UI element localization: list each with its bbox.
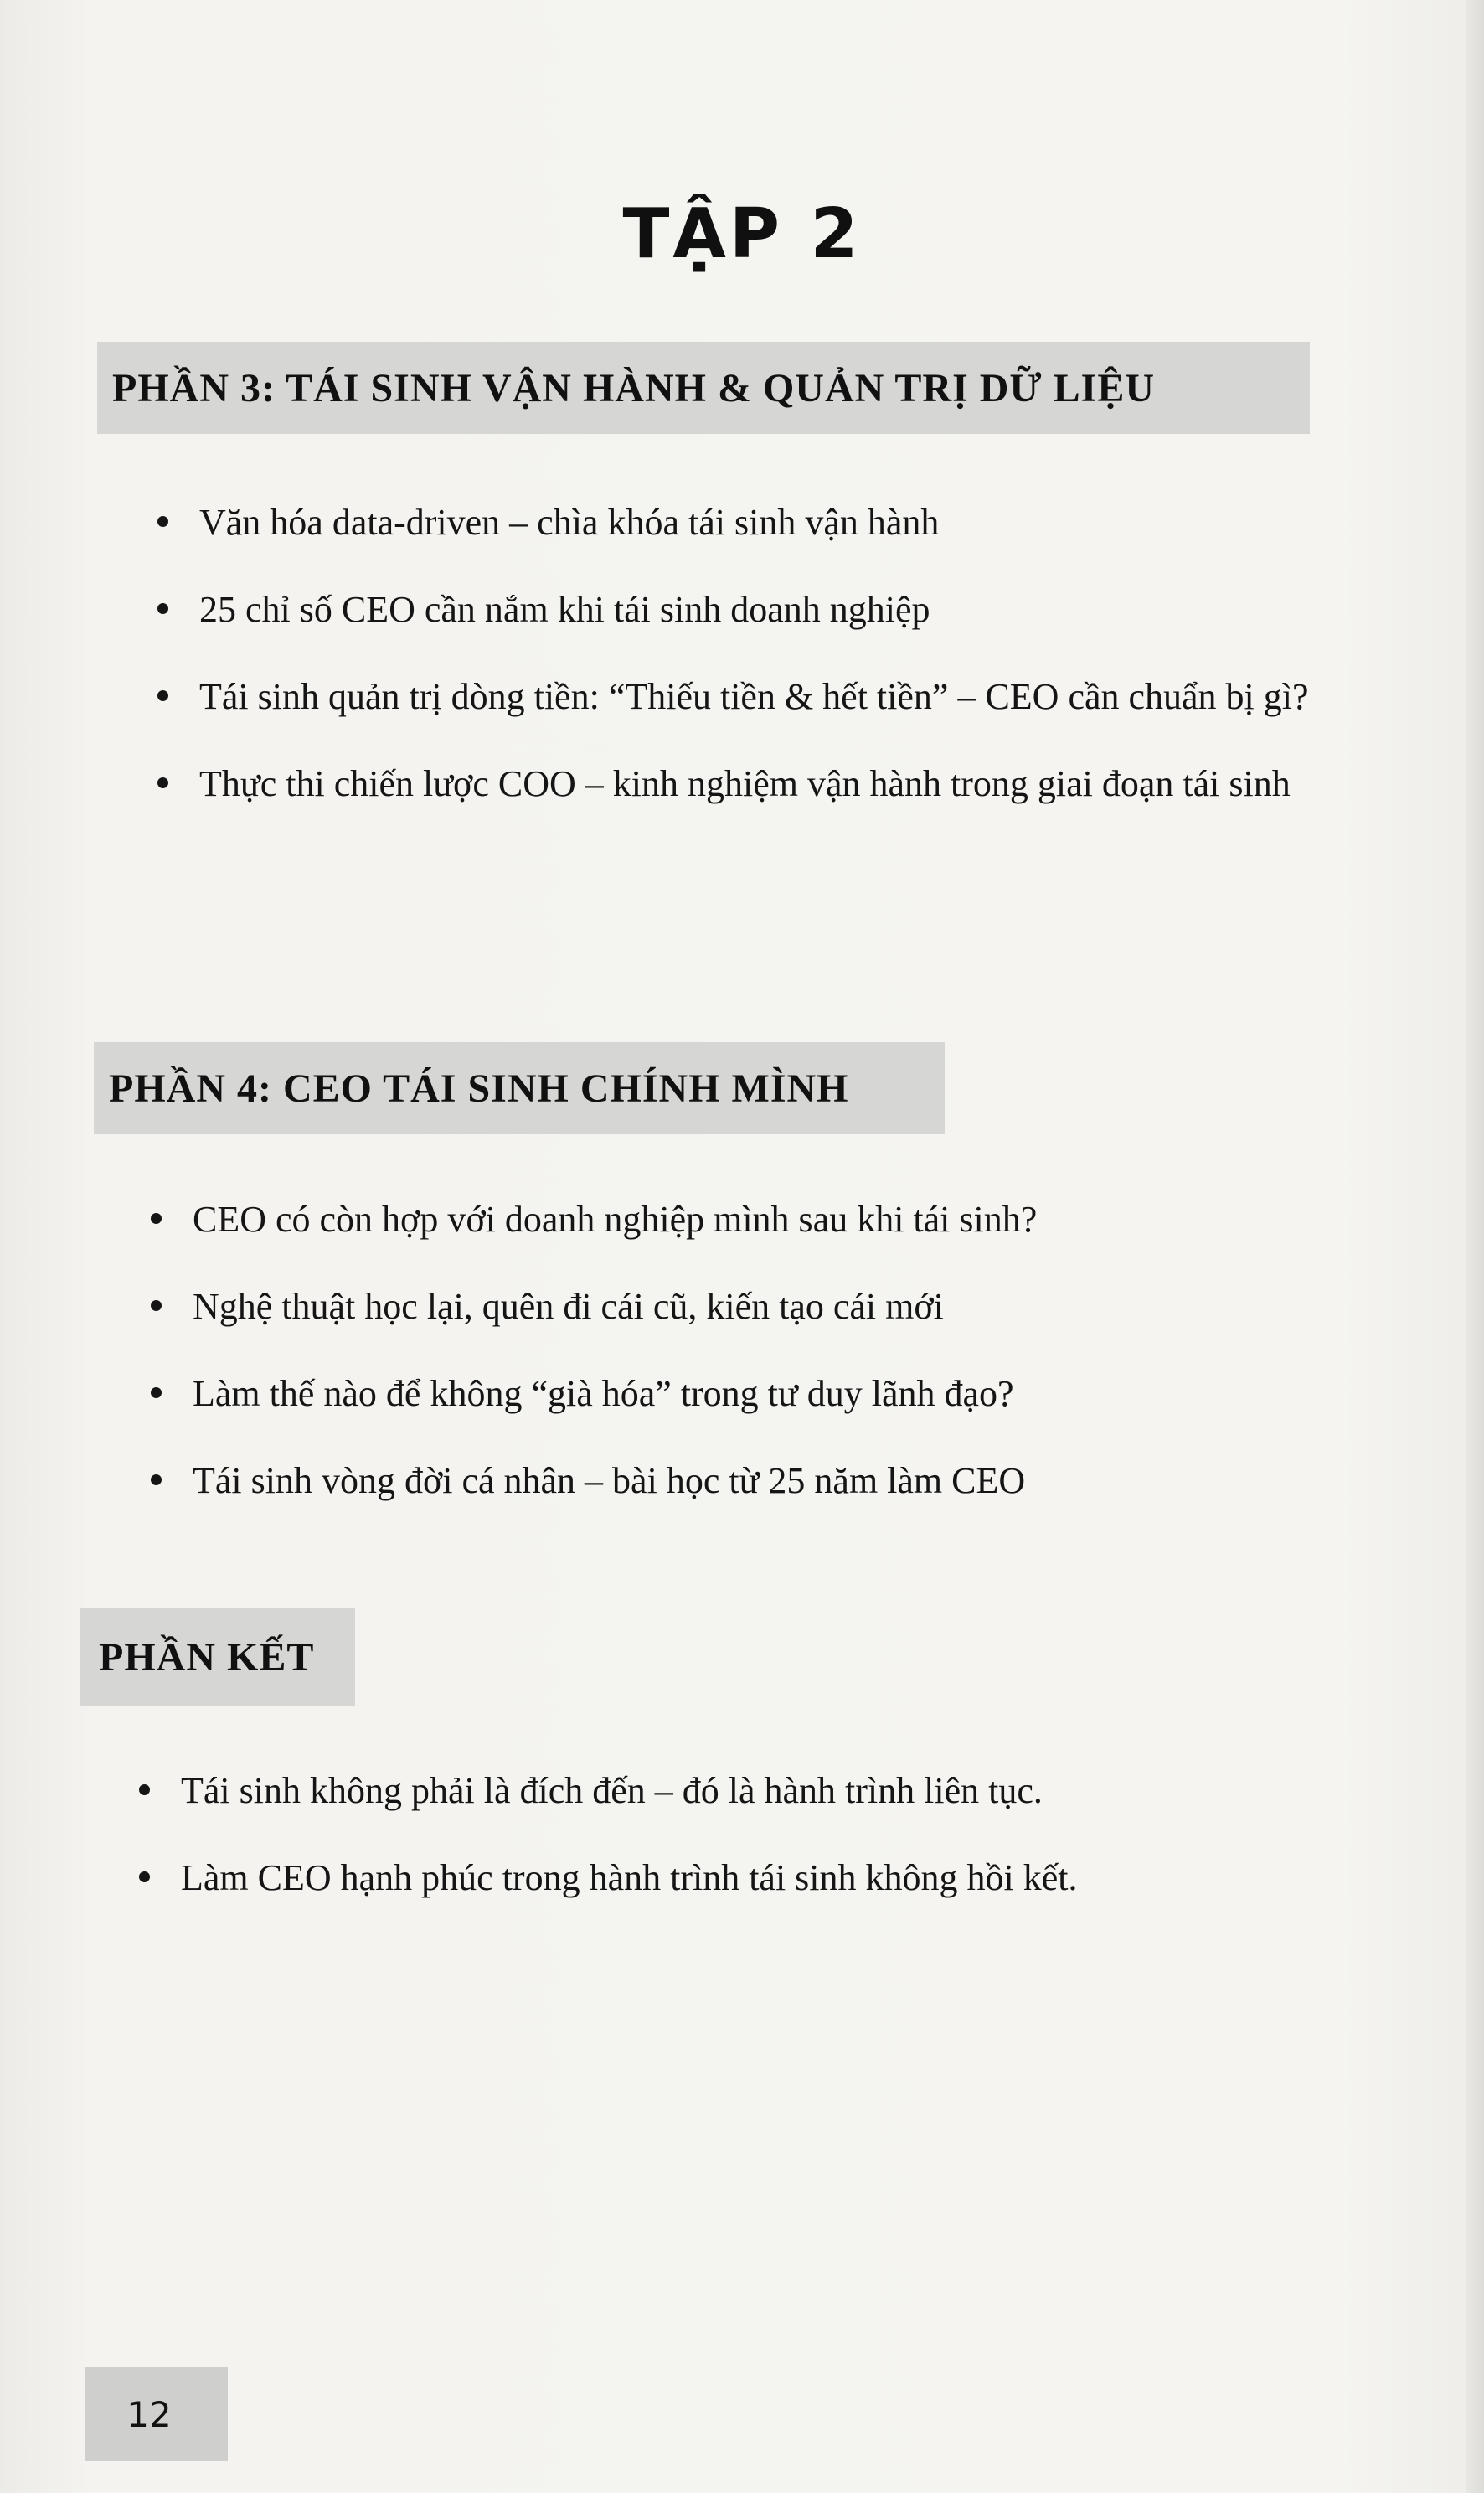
bullet-icon	[151, 1300, 162, 1311]
section-heading-text: PHẦN 3: TÁI SINH VẬN HÀNH & QUẢN TRỊ DỮ LIỆU	[112, 365, 1156, 410]
list-item	[157, 573, 1464, 647]
list-item	[157, 747, 1464, 821]
list-item	[157, 486, 1464, 560]
section-heading-part-3	[97, 342, 1310, 434]
list-item	[139, 1841, 1462, 1915]
bullet-icon	[139, 1784, 150, 1795]
page-number: 12	[126, 2393, 172, 2435]
list-item-text: Làm CEO hạnh phúc trong hành trình tái sinh không hồi kết.	[181, 1857, 1078, 1898]
section-list-conclusion	[139, 1754, 1462, 1915]
list-item-text: Tái sinh quản trị dòng tiền: “Thiếu tiền & hết tiền” – CEO cần chuẩn bị gì?	[199, 676, 1309, 717]
bullet-icon	[157, 777, 168, 788]
list-item	[151, 1183, 1457, 1257]
section-heading-conclusion	[80, 1608, 355, 1706]
list-item	[151, 1270, 1457, 1344]
bullet-icon	[151, 1387, 162, 1398]
list-item-text: Văn hóa data-driven – chìa khóa tái sinh vận hành	[199, 502, 940, 543]
volume-title: TẬP 2	[622, 194, 862, 274]
list-item-text: 25 chỉ số CEO cần nắm khi tái sinh doanh nghiệp	[199, 589, 930, 630]
list-item-text: Làm thế nào để không “già hóa” trong tư duy lãnh đạo?	[193, 1373, 1014, 1414]
bullet-icon	[151, 1213, 162, 1224]
page-number-box	[85, 2367, 228, 2461]
list-item	[139, 1754, 1462, 1828]
list-item-text: Thực thi chiến lược COO – kinh nghiệm vận hành trong giai đoạn tái sinh	[199, 763, 1291, 804]
section-heading-text: PHẦN 4: CEO TÁI SINH CHÍNH MÌNH	[109, 1066, 849, 1111]
section-heading-part-4	[94, 1042, 945, 1134]
bullet-icon	[157, 603, 168, 614]
list-item-text: Tái sinh không phải là đích đến – đó là hành trình liên tục.	[181, 1770, 1043, 1811]
list-item-text: CEO có còn hợp với doanh nghiệp mình sau khi tái sinh?	[193, 1199, 1038, 1240]
list-item-text: Tái sinh vòng đời cá nhân – bài học từ 25 năm làm CEO	[193, 1460, 1026, 1501]
section-list-part-3	[157, 486, 1464, 821]
page-edge	[1466, 0, 1484, 2493]
bullet-icon	[151, 1474, 162, 1485]
list-item	[157, 660, 1464, 734]
bullet-icon	[157, 690, 168, 701]
list-item	[151, 1444, 1457, 1518]
section-list-part-4	[151, 1183, 1457, 1518]
list-item-text: Nghệ thuật học lại, quên đi cái cũ, kiến tạo cái mới	[193, 1286, 944, 1327]
bullet-icon	[157, 516, 168, 527]
section-heading-text: PHẦN KẾT	[99, 1634, 315, 1680]
list-item	[151, 1357, 1457, 1431]
bullet-icon	[139, 1871, 150, 1882]
